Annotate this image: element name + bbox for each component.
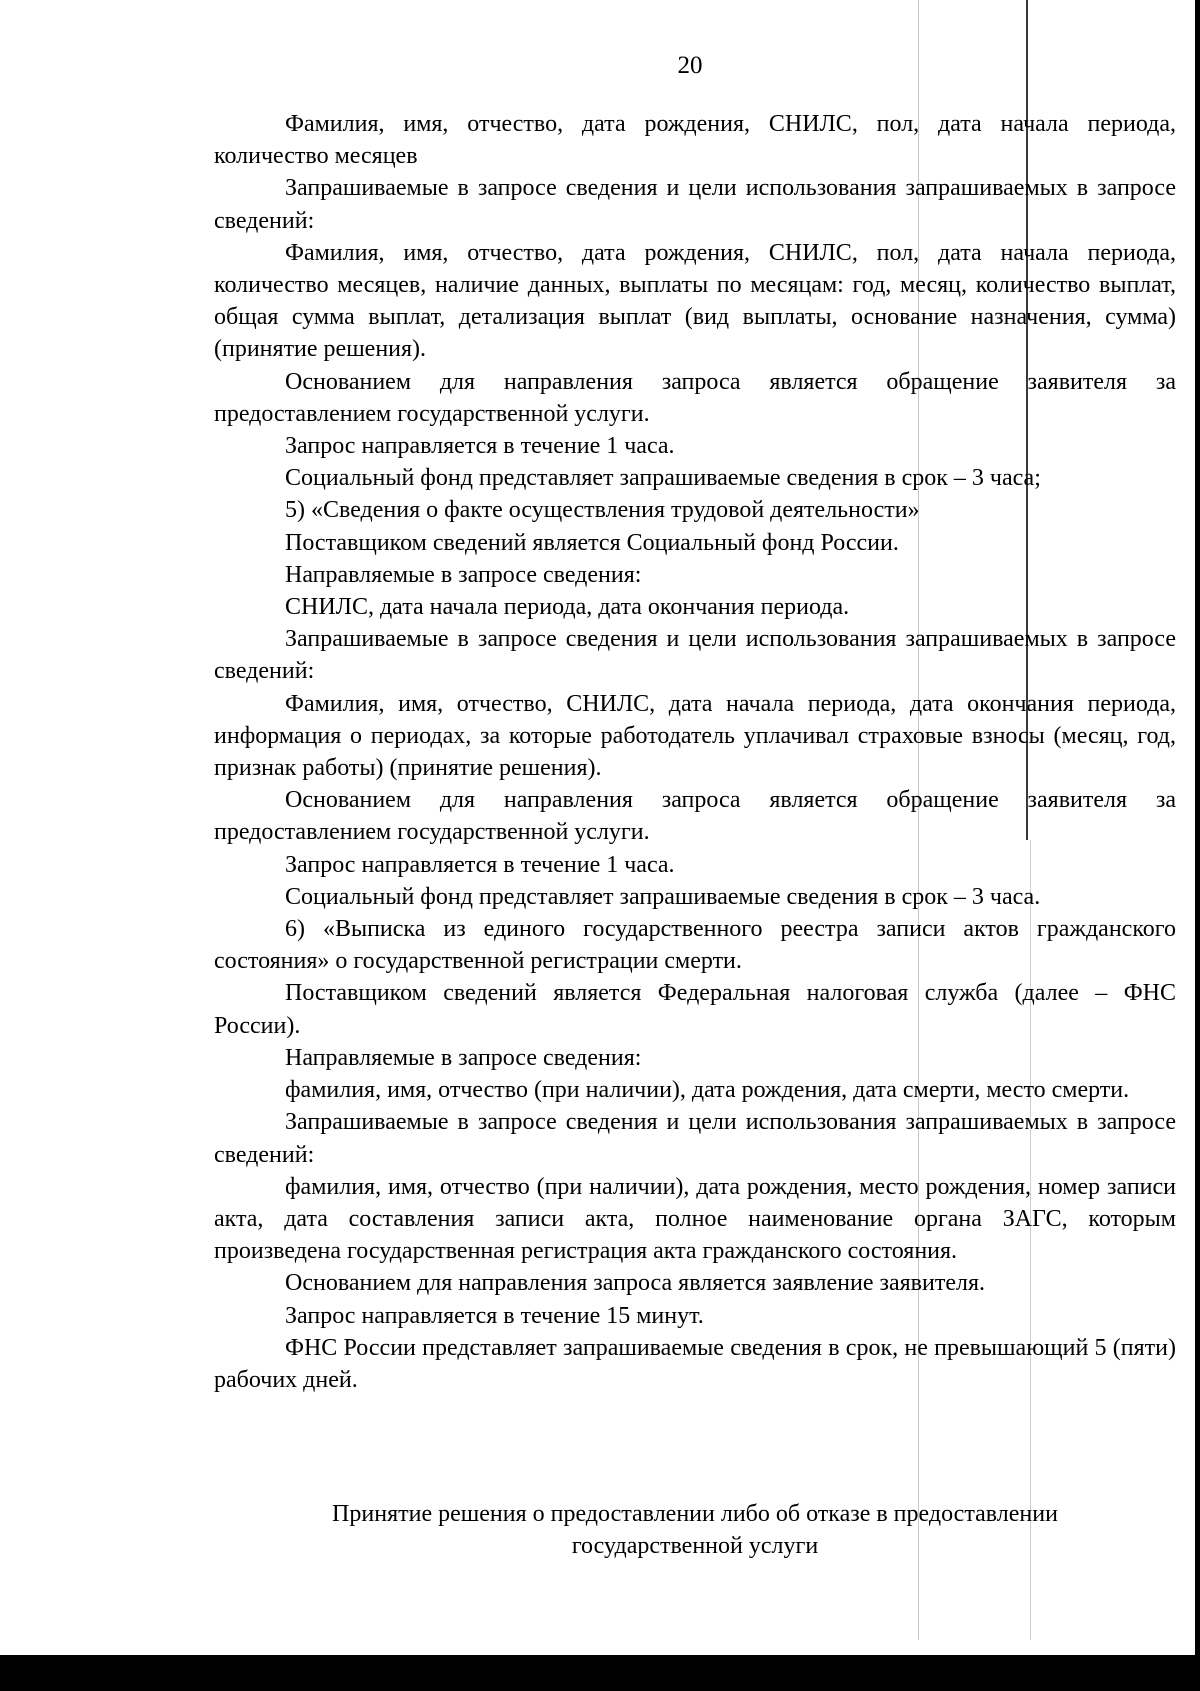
paragraph: Социальный фонд представляет запрашиваемые сведения в срок – 3 часа; — [285, 465, 1041, 492]
paragraph: Запрос направляется в течение 1 часа. — [285, 433, 675, 460]
page-number: 20 — [677, 52, 703, 79]
section-heading-line: государственной услуги — [571, 1533, 819, 1559]
paragraph: Основанием для направления запроса является обращение заявителя за предоставлением государственной услуги. — [214, 787, 1176, 846]
scan-edge — [0, 1655, 1200, 1691]
paragraph: Запрашиваемые в запросе сведения и цели использования запрашиваемых в запросе сведений: — [214, 175, 1176, 234]
paragraph: Социальный фонд представляет запрашиваемые сведения в срок – 3 часа. — [285, 883, 1041, 910]
paragraph: Основанием для направления запроса является заявление заявителя. — [285, 1270, 986, 1297]
paragraph: Фамилия, имя, отчество, дата рождения, СНИЛС, пол, дата начала периода, количество месяцев, наличие данных, выплаты по месяцам: год, месяц, количество выплат, общая сумма выплат, детализация выплат (вид выплаты, основание назначения, сумма) (принятие решения). — [214, 239, 1176, 363]
paragraph: Основанием для направления запроса является обращение заявителя за предоставлением государственной услуги. — [214, 368, 1176, 427]
paragraph: фамилия, имя, отчество (при наличии), дата рождения, дата смерти, место смерти. — [285, 1077, 1130, 1104]
paragraph: ФНС России представляет запрашиваемые сведения в срок, не превышающий 5 (пяти) рабочих дней. — [214, 1334, 1176, 1393]
section-heading — [214, 1498, 1176, 1562]
paragraph: Фамилия, имя, отчество, дата рождения, СНИЛС, пол, дата начала периода, количество месяцев — [214, 111, 1176, 170]
list-item-heading: 5) «Сведения о факте осуществления трудовой деятельности» — [285, 497, 920, 524]
paragraph: фамилия, имя, отчество (при наличии), дата рождения, место рождения, номер записи акта, дата составления записи акта, полное наименование органа ЗАГС, которым произведена государственная регистрация акта гражданского состояния. — [214, 1173, 1176, 1265]
body-text — [214, 108, 1176, 1396]
paragraph: Поставщиком сведений является Социальный фонд России. — [285, 529, 899, 556]
paragraph: Поставщиком сведений является Федеральная налоговая служба (далее – ФНС России). — [214, 980, 1176, 1039]
section-heading-line: Принятие решения о предоставлении либо об отказе в предоставлении — [332, 1501, 1058, 1527]
scan-edge — [1195, 0, 1200, 1691]
paragraph: Запрос направляется в течение 15 минут. — [285, 1302, 704, 1329]
paragraph: Запрашиваемые в запросе сведения и цели использования запрашиваемых в запросе сведений: — [214, 626, 1176, 685]
list-item-heading: 6) «Выписка из единого государственного реестра записи актов гражданского состояния» о государственной регистрации смерти. — [214, 916, 1176, 975]
paragraph: СНИЛС, дата начала периода, дата окончания периода. — [285, 594, 850, 621]
paragraph: Направляемые в запросе сведения: — [285, 561, 642, 588]
paragraph: Запрашиваемые в запросе сведения и цели использования запрашиваемых в запросе сведений: — [214, 1109, 1176, 1168]
paragraph: Направляемые в запросе сведения: — [285, 1044, 642, 1071]
paragraph: Фамилия, имя, отчество, СНИЛС, дата начала периода, дата окончания периода, информация о периодах, за которые работодатель уплачивал страховые взносы (месяц, год, признак работы) (принятие решения). — [214, 690, 1176, 782]
paragraph: Запрос направляется в течение 1 часа. — [285, 851, 675, 878]
